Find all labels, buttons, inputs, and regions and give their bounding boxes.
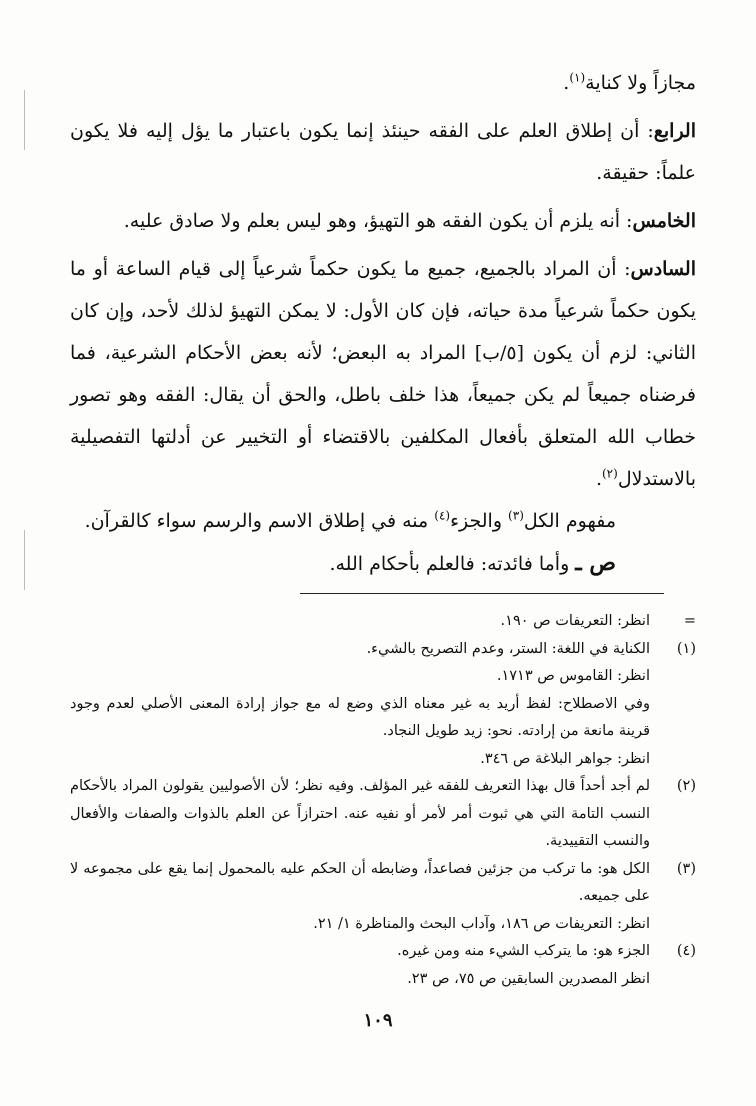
text-span: = [683, 613, 696, 629]
text-span: : أن المراد بالجميع، جميع ما يكون حكماً شرعياً إلى قيام الساعة أو ما يكون حكماً شرعياً مدة حياته، فإن كان الأول: لا يمكن التهيؤ لذلك لأحد، وإن كان الثاني: لزم أن يكون [٥/ب] المراد به البعض؛ لأنه بعض الأحكام الشرعية، فما فرضناه جميعاً لم يكن جميعاً، هذا خلف باطل، والحق أن يقال: الفقه وهو تصور خطاب الله المتعلق بأفعال المكلفين بالاقتضاء أو التخيير عن أدلتها التفصيلية بالاستدلال [70, 258, 696, 490]
text-span: (٤) [676, 943, 696, 959]
lead-word: الخامس [632, 210, 696, 232]
section-mark: ص ـ [575, 550, 616, 576]
footnote-4 [70, 938, 696, 966]
text-span: مفهوم الكل [523, 510, 616, 532]
paragraph-sixth [70, 248, 696, 500]
text-span: والجزء [450, 510, 509, 532]
footnote-continuation [70, 608, 696, 636]
footnote-ref[interactable]: (٢) [601, 466, 618, 481]
text-span: الكناية في اللغة: الستر، وعدم التصريح بالشيء. [366, 640, 650, 657]
lead-word: الرابع [653, 120, 696, 142]
text-span: منه في إطلاق الاسم والرسم سواء كالقرآن. [84, 510, 435, 532]
text-span: وأما فائدته: فالعلم بأحكام الله. [329, 553, 576, 575]
page-number: ١٠٩ [363, 1010, 393, 1031]
footnote-4-ref: انظر المصدرين السابقين ص ٧٥، ص ٢٣. [407, 970, 650, 987]
paragraph-benefit [70, 542, 696, 585]
lead-word: السادس [630, 258, 696, 280]
footnote-1-term: وفي الاصطلاح: لفظ أريد به غير معناه الذي وضع له مع جواز إرادة المعنى الأصلي لعدم وجود قرينة مانعة من إرادته. نحو: زيد طويل النجاد. [70, 695, 650, 739]
text-span: الكل هو: ما تركب من جزئين فصاعداً، وضابطه أن الحكم عليه بالمحمول إنما يقع على مجموعه لا على جميعه. [70, 860, 650, 904]
paragraph-fifth [70, 200, 696, 242]
footnote-1-ref: انظر: القاموس ص ١٧١٣. [496, 668, 650, 684]
footnote-ref[interactable]: (٤) [434, 508, 451, 523]
scan-edge-mark [24, 530, 25, 590]
footnote-ref[interactable]: (٣) [508, 508, 524, 523]
footnotes [70, 608, 696, 993]
footnote-1 [70, 636, 696, 664]
text-span: (١) [676, 640, 696, 657]
footnote-separator [300, 593, 664, 594]
footnote-2 [70, 773, 696, 856]
text-span: انظر: التعريفات ص ١٩٠. [500, 613, 650, 629]
footnote-ref[interactable]: (١) [569, 70, 586, 85]
paragraph-fourth [70, 110, 696, 194]
text-span: مجازاً ولا كناية [585, 72, 696, 94]
footnote-1-ref2: انظر: جواهر البلاغة ص ٣٤٦. [480, 750, 650, 767]
footnote-3-ref: انظر: التعريفات ص ١٨٦، وآداب البحث والمناظرة ١/ ٢١. [313, 915, 650, 932]
text-span: . [563, 72, 570, 94]
text-span [70, 608, 650, 636]
scan-edge-mark [24, 90, 25, 150]
text-span: : أن إطلاق العلم على الفقه حينئذ إنما يكون باعتبار ما يؤل إليه فلا يكون علماً: حقيقة. [70, 120, 696, 184]
text-span: (٢) [676, 778, 696, 794]
text-span: . [595, 468, 602, 490]
main-text [70, 62, 696, 585]
paragraph-1 [70, 62, 696, 104]
text-span: (٣) [676, 860, 696, 877]
text-span: لم أجد أحداً قال بهذا التعريف للفقه غير المؤلف. وفيه نظر؛ لأن الأصوليين يقولون المراد بالأحكام النسب التامة التي هي ثبوت أمر لأمر أو نفيه عنه. احترازاً عن العلم بالذوات والصفات والأفعال والنسب التقييدية. [70, 778, 650, 849]
text-span: الجزء هو: ما يتركب الشيء منه ومن غيره. [397, 943, 650, 959]
footnote-3 [70, 856, 696, 911]
paragraph-concept [70, 500, 696, 542]
text-span: : أنه يلزم أن يكون الفقه هو التهيؤ، وهو ليس بعلم ولا صادق عليه. [123, 210, 633, 232]
